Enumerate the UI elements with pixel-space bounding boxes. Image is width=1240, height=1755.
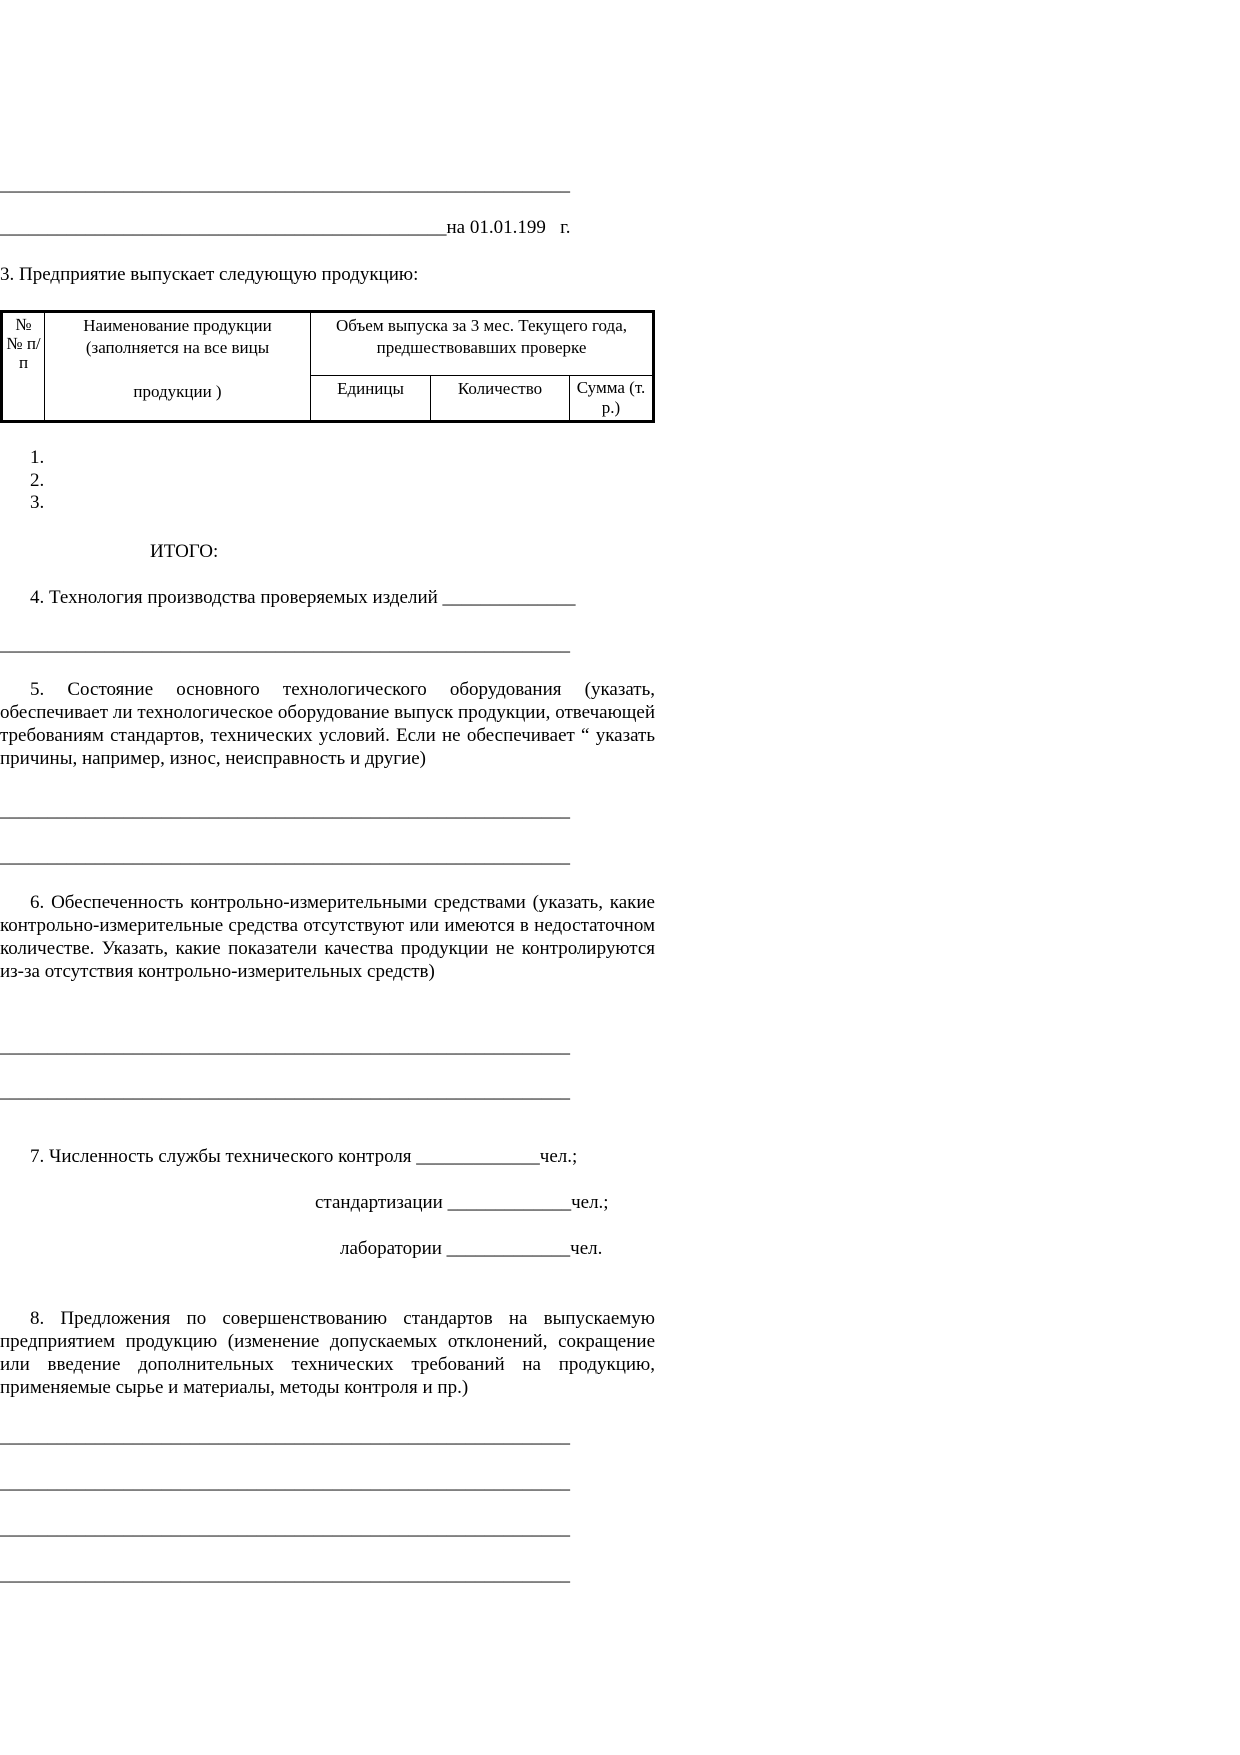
section-6-text: 6. Обеспеченность контрольно-измерительными средствами (указать, какие контрольно-измерительные средства отсутствуют или имеются в недостаточном количестве. Указать, какие показатели качества продукции не контролируются из-за отсутствия контрольно-измерительных средств) bbox=[0, 892, 655, 982]
blank-line: ____________________________________________________________ bbox=[0, 1081, 570, 1102]
date-label: на 01.01.199 г. bbox=[446, 217, 571, 238]
section-7-standardization-staff: стандартизации _____________чел.; bbox=[315, 1192, 609, 1213]
products-table bbox=[0, 310, 655, 423]
blank-line: ____________________________________________________________ bbox=[0, 1426, 570, 1447]
blank-line: ____________________________________________________________ bbox=[0, 1518, 570, 1539]
header-product-name bbox=[45, 312, 311, 422]
blank-line: ____________________________________________________________ bbox=[0, 174, 570, 195]
total-label: ИТОГО: bbox=[150, 541, 219, 562]
header-volume: Объем выпуска за 3 мес. Текущего года, предшествовавших проверке bbox=[311, 312, 654, 376]
section-3-heading: 3. Предприятие выпускает следующую продукцию: bbox=[0, 264, 419, 285]
list-item: 2. bbox=[30, 469, 45, 491]
section-8-text: 8. Предложения по совершенствованию стандартов на выпускаемую предприятием продукцию (изменение допускаемых отклонений, сокращение или введение дополнительных технических требований на продукцию, применяемые сырье и материалы, методы контроля и пр.) bbox=[0, 1308, 655, 1398]
header-units: Единицы bbox=[311, 376, 431, 422]
blank-line: ____________________________________________________________ bbox=[0, 1564, 570, 1585]
section-7-control-staff: 7. Численность службы технического контроля _____________чел.; bbox=[30, 1146, 578, 1167]
blank-line: ____________________________________________________________ bbox=[0, 800, 570, 821]
date-line bbox=[0, 217, 571, 239]
header-product-name-line1: Наименование продукции (заполняется на все вицы bbox=[83, 316, 272, 357]
section-4-text: 4. Технология производства проверяемых изделий ______________ bbox=[30, 587, 576, 608]
blank-line: ____________________________________________________________ bbox=[0, 634, 570, 655]
header-product-name-line2: продукции ) bbox=[133, 382, 222, 401]
list-item: 3. bbox=[30, 492, 45, 513]
blank-line: ____________________________________________________________ bbox=[0, 1036, 570, 1057]
blank-line: ____________________________________________________________ bbox=[0, 1472, 570, 1493]
blank-line: ____________________________________________________________ bbox=[0, 846, 570, 867]
header-quantity: Количество bbox=[431, 376, 570, 422]
header-sum: Сумма (т. р.) bbox=[570, 376, 654, 422]
section-7-laboratory-staff: лаборатории _____________чел. bbox=[340, 1238, 603, 1259]
section-5-text: 5. Состояние основного технологического оборудования (указать, обеспечивает ли технологическое оборудование выпуск продукции, отвечающей требованиям стандартов, технических условий. Если не обеспечивает “ указать причины, например, износ, неисправность и другие) bbox=[0, 679, 655, 769]
blank-line: _______________________________________________ bbox=[0, 217, 447, 238]
item-list bbox=[30, 447, 44, 515]
header-number: № № п/п bbox=[2, 312, 45, 422]
list-item: 1. bbox=[30, 447, 45, 468]
